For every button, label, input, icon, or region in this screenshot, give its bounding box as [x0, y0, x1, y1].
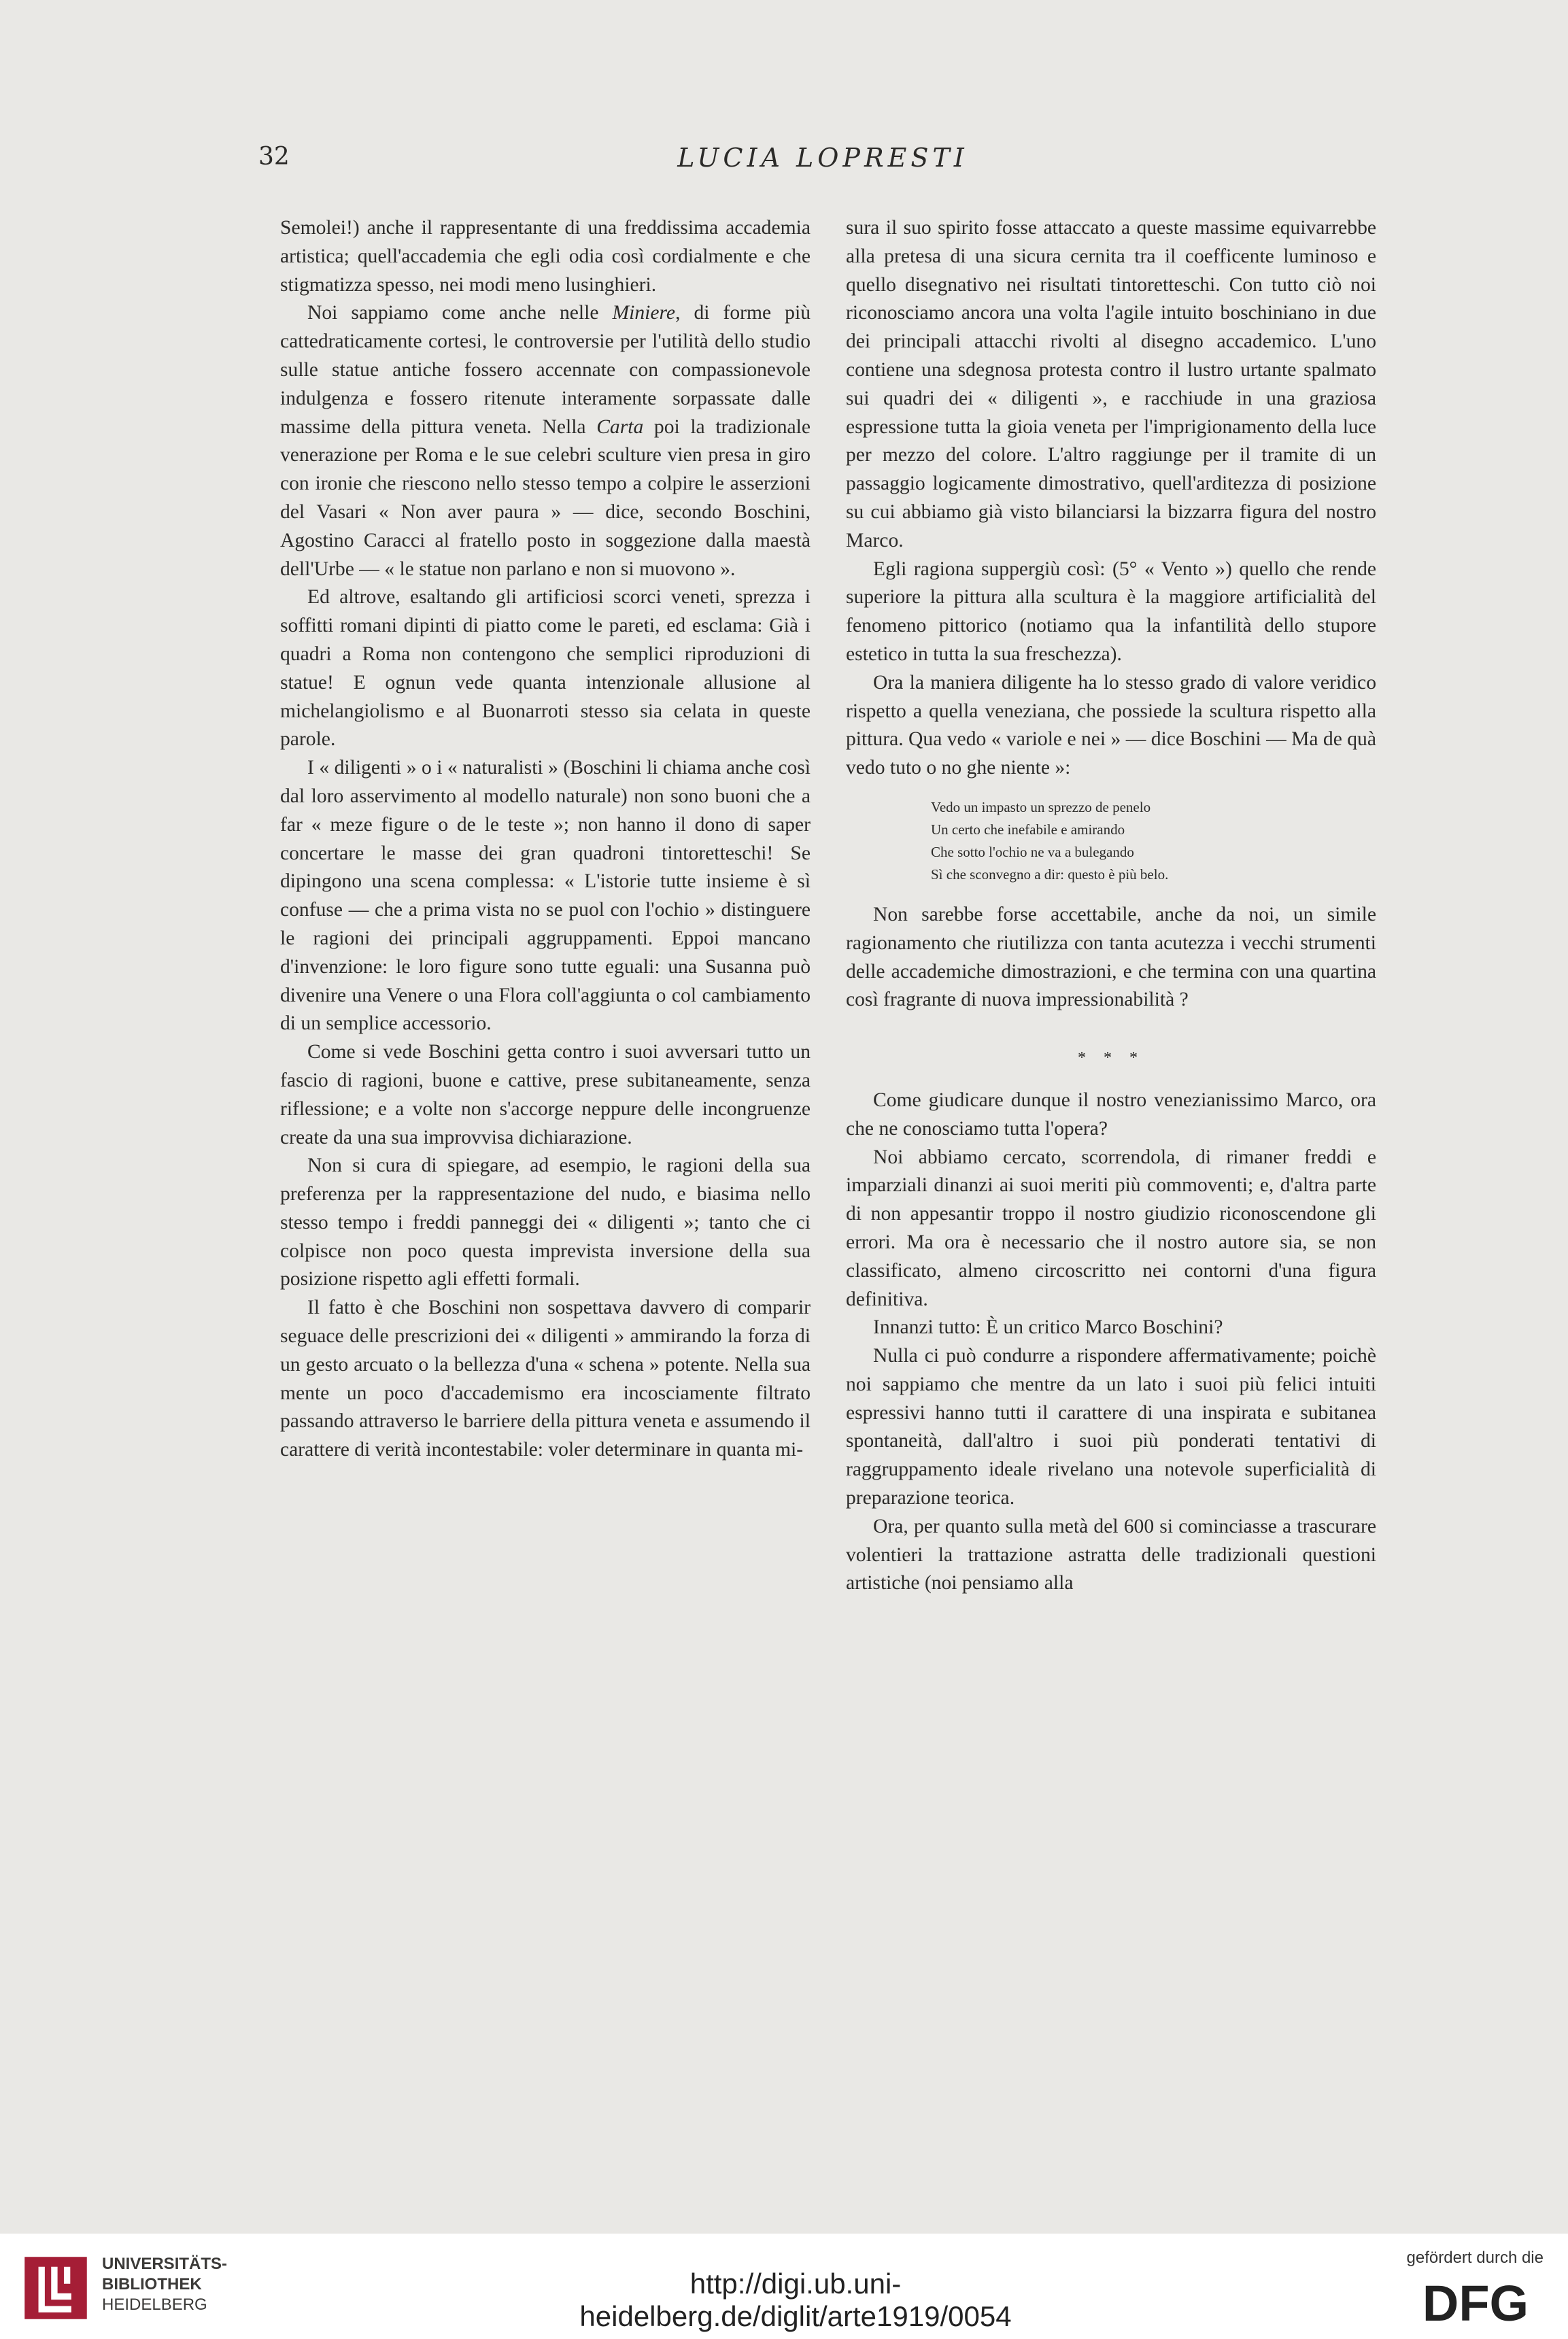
paragraph: Come giudicare dunque il nostro venezianissimo Marco, ora che ne conosciamo tutta l'opera?	[846, 1089, 1376, 1140]
paragraph: sura il suo spirito fosse attaccato a queste massime equivarrebbe alla pretesa di una sicura cernita tra il coefficente luminoso e quello disegnativo nei risultati tintoretteschi. Con tutto ciò noi riconosciamo ancora una volta l'agile intuito boschiniano in due dei principali attacchi rivolti al disegno accademico. L'uno contiene una sdegnosa protesta contro il lustro urtante spalmato sui quadri dei « diligenti », e racchiude in una graziosa espressione tutta la gioia veneta per l'imprigionamento della luce per mezzo del colore. L'altro raggiunge per il tramite di un passaggio logicamente dimostrativo, quell'arditezza di posizione su cui abbiamo già visto bilanciarsi la bizzarra figura del nostro Marco.	[846, 217, 1376, 551]
paragraph: Egli ragiona suppergiù così: (5° « Vento ») quello che rende superiore la pittura alla scultura è la maggiore artificialità del fenomeno pittorico (notiamo qua la infantilità dello stupore estetico in tutta la sua freschezza).	[846, 558, 1376, 665]
right-column	[846, 214, 1376, 1598]
paragraph: Ora la maniera diligente ha lo stesso grado di valore veridico rispetto a quella veneziana, che possiede la scultura rispetto alla pittura. Qua vedo « variole e nei » — dice Boschini — Ma de quà vedo tuto o no ghe niente »:	[846, 671, 1376, 779]
university-library-logo-icon	[20, 2253, 91, 2323]
verse-line: Un certo che inefabile e amirando	[931, 821, 1125, 838]
book-title-miniere: Miniere	[612, 302, 676, 324]
footer-bar	[0, 2234, 1568, 2339]
page-number: 32	[258, 143, 290, 171]
dfg-logo-icon	[1408, 2278, 1544, 2326]
funded-by-label: gefördert durch die	[1406, 2249, 1544, 2267]
paragraph: Innanzi tutto: È un critico Marco Boschini?	[873, 1316, 1223, 1339]
paragraph: Noi sappiamo come anche nelle Miniere, di forme più cattedraticamente cortesi, le controversie per l'utilità dello studio sulle statue antiche fossero accennate con compassionevole indulgenza e fossero ritenute interamente sorpassate dalle massime della pittura veneta. Nella Carta poi la tradizionale venerazione per Roma e le sue celebri sculture vien presa in giro con ironie che riescono nello stesso tempo a colpire le asserzioni del Vasari « Non aver paura » — dice, secondo Boschini, Agostino Caracci al fratello posto in soggezione dalla maestà dell'Urbe — « le statue non parlano e non si muovono ».	[280, 302, 811, 580]
svg-text:DFG: DFG	[1422, 2278, 1529, 2326]
section-divider: * * *	[1078, 1049, 1144, 1068]
running-head	[258, 143, 1387, 184]
verse-quote	[931, 796, 1376, 886]
verse-line: Vedo un impasto un sprezzo de penelo	[931, 798, 1151, 815]
paragraph: Come si vede Boschini getta contro i suoi avversari tutto un fascio di ragioni, buone e cattive, prese subitaneamente, senza riflessione; e a volte non s'accorge neppure delle incongruenze create da una sua improvvisa dichiarazione.	[280, 1041, 811, 1148]
paragraph: Semolei!) anche il rappresentante di una freddissima accademia artistica; quell'accademia che egli odia così cordialmente e che stigmatizza spesso, nei modi meno lusinghieri.	[280, 217, 811, 296]
verse-line: Che sotto l'ochio ne va a bulegando	[931, 843, 1134, 860]
paragraph: Non sarebbe forse accettabile, anche da noi, un simile ragionamento che riutilizza con tanta acutezza i vecchi strumenti delle accademiche dimostrazioni, e che termina con una quartina così fragrante di nuova impressionabilità ?	[846, 903, 1376, 1011]
paragraph: Ora, per quanto sulla metà del 600 si cominciasse a trascurare volentieri la trattazione astratta delle tradizionali questioni artistiche (noi pensiamo alla	[846, 1515, 1376, 1594]
verse-line: Sì che sconvegno a dir: questo è più belo.	[931, 866, 1169, 883]
paragraph: Il fatto è che Boschini non sospettava davvero di comparir seguace delle prescrizioni dei « diligenti » ammirando la forza di un gesto arcuato o la bellezza d'una « schena » potente. Nella sua mente un poco d'accademismo era incosciamente filtrato passando attraverso le barriere della pittura veneta e assumendo il carattere di verità incontestabile: voler determinare in quanta mi-	[280, 1297, 811, 1461]
library-name: UNIVERSITÄTS- BIBLIOTHEK HEIDELBERG	[102, 2255, 228, 2314]
paragraph: Nulla ci può condurre a rispondere affermativamente; poichè noi sappiamo che mentre da un lato i suoi più felici intuiti espressivi hanno tutti il carattere di una inspirata e subitanea spontaneità, dall'altro i suoi più ponderati tentativi di raggruppamento ideale rivelano una notevole superficialità di preparazione teorica.	[846, 1345, 1376, 1509]
paragraph: Noi abbiamo cercato, scorrendola, di rimaner freddi e imparziali dinanzi ai suoi meriti più commoventi; e, d'altra parte di non appesantir troppo il nostro giudizio riconoscendone gli errori. Ma ora è necessario che il nostro autore sia, se non classificato, almeno circoscritto nei contorni d'una figura definitiva.	[846, 1146, 1376, 1310]
paragraph: Non si cura di spiegare, ad esempio, le ragioni della sua preferenza per la rappresentazione del nudo, e biasima nello stesso tempo i freddi panneggi dei « diligenti »; tanto che ci colpisce non poco questa imprevista inversione della sua posizione rispetto agli effetti formali.	[280, 1155, 811, 1291]
book-title-carta: Carta	[596, 415, 644, 438]
permalink-url[interactable]: http://digi.ub.uni-heidelberg.de/diglit/arte1919/0054	[579, 2268, 1012, 2332]
header-title: LUCIA LOPRESTI	[677, 143, 968, 173]
paragraph: Ed altrove, esaltando gli artificiosi scorci veneti, sprezza i soffitti romani dipinti di piatto come le pareti, ed esclama: Già i quadri a Roma non contengono che semplici riproduzioni di statue! E ognun vede quanta intenzionale allusione al michelangiolismo e al Buonarroti stesso sia celata in queste parole.	[280, 586, 811, 751]
paragraph: I « diligenti » o i « naturalisti » (Boschini li chiama anche così dal loro asservimento al modello naturale) non sono buoni che a far « meze figure o de le teste »; non hanno il dono di saper concertare le masse dei gran quadroni tintoretteschi! Se dipingono una scena complessa: « L'istorie tutte insieme è sì confuse — che a prima vista no se puol con l'ochio » distinguere le ragioni dei principali aggruppamenti. Eppoi mancano d'invenzione: le loro figure sono tutte eguali: una Susanna può divenire una Venere o una Flora coll'aggiunta o col cambiamento di un semplice accessorio.	[280, 757, 811, 1035]
left-column	[280, 214, 811, 1465]
